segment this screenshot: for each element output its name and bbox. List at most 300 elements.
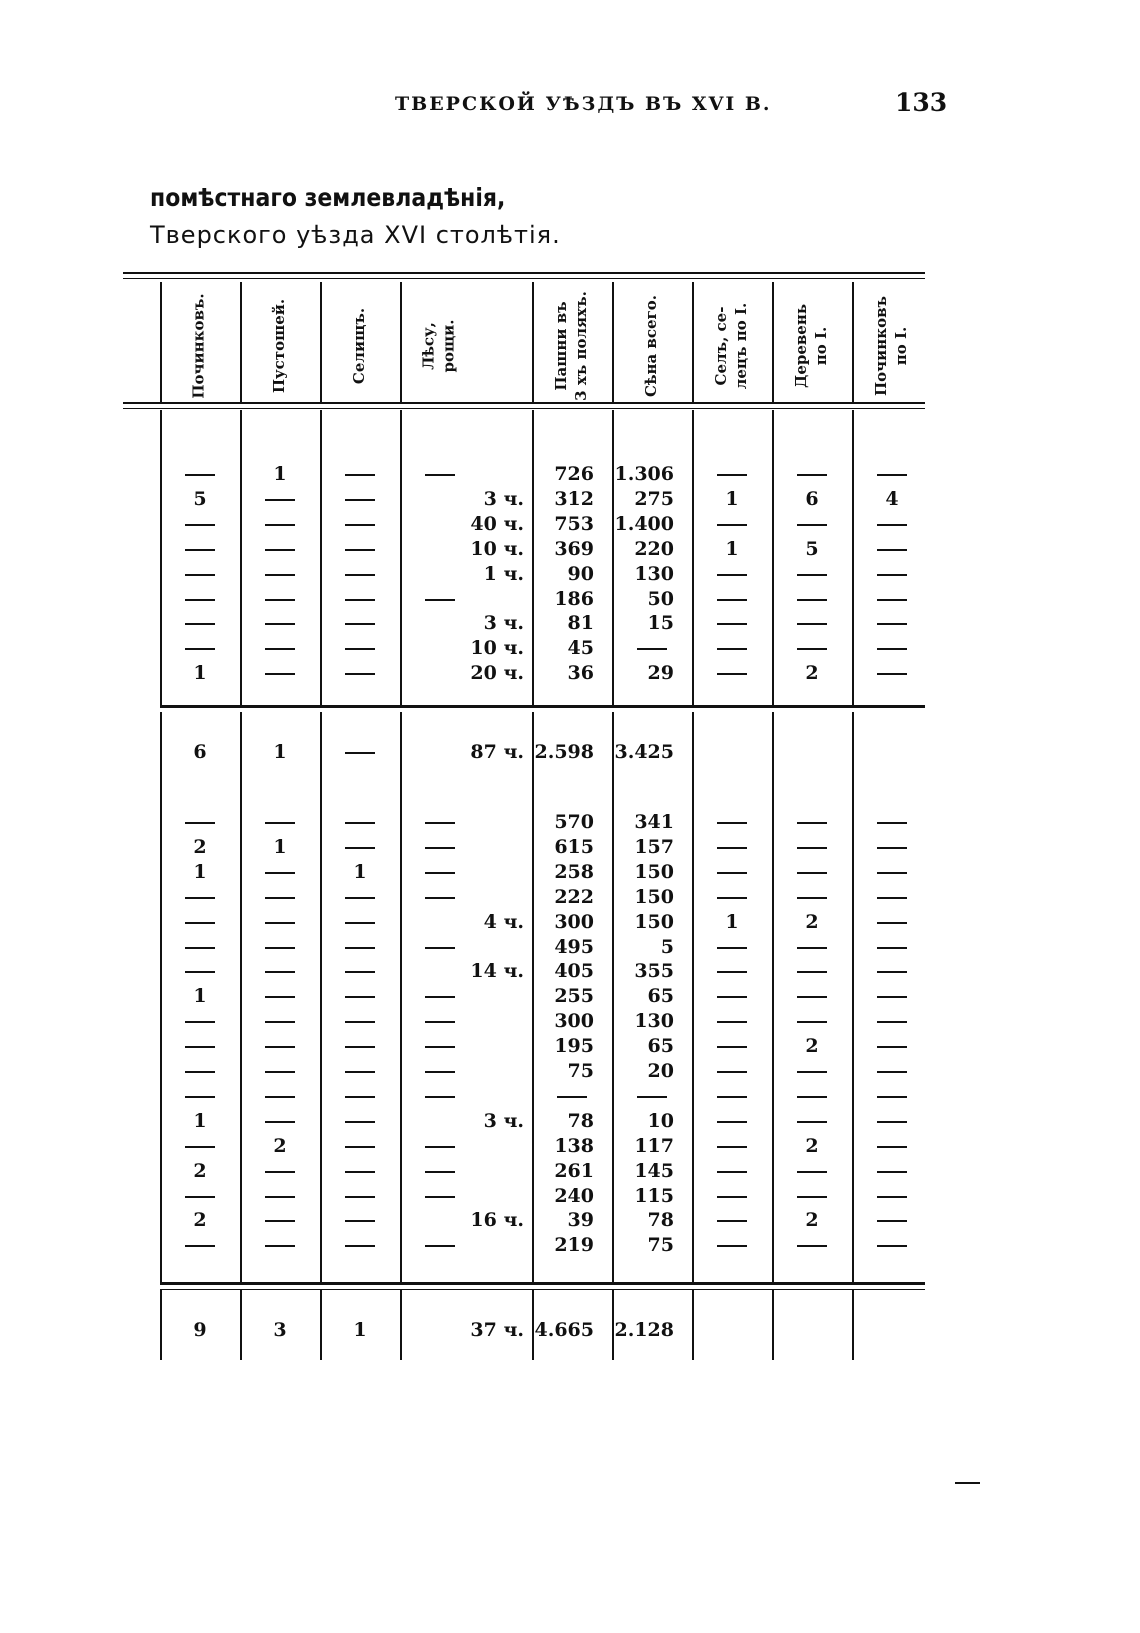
dash-mark — [797, 574, 827, 576]
dash-mark — [797, 1171, 827, 1173]
dash-mark — [185, 1196, 215, 1198]
column-divider — [400, 712, 402, 1283]
dash-mark — [797, 872, 827, 874]
dash-mark — [345, 474, 375, 476]
table-row-cell: 2 — [805, 662, 819, 685]
table-row-cell: 2 — [805, 1035, 819, 1058]
table-row-cell: 5 — [805, 537, 819, 560]
table-row-cell: 145 — [634, 1159, 674, 1182]
dash-mark — [717, 673, 747, 675]
dash-mark — [717, 1021, 747, 1023]
table-row-cell: 2 — [193, 835, 207, 858]
table-row-cell: 5 — [193, 487, 207, 510]
column-divider — [772, 1290, 774, 1360]
dash-mark — [425, 947, 455, 949]
page-number: 133 — [895, 88, 948, 117]
dash-mark — [345, 499, 375, 501]
dash-mark — [877, 897, 907, 899]
header-divider — [240, 282, 242, 402]
dash-mark — [877, 847, 907, 849]
dash-mark — [557, 1096, 587, 1098]
dash-mark — [877, 574, 907, 576]
dash-mark — [717, 1071, 747, 1073]
dash-mark — [345, 1146, 375, 1148]
table-row-cell: 3 ч. — [483, 612, 524, 635]
dash-mark — [425, 599, 455, 601]
dash-mark — [425, 996, 455, 998]
dash-mark — [265, 822, 295, 824]
table-row-cell: 45 — [567, 637, 594, 660]
dash-mark — [717, 1046, 747, 1048]
table-row-cell: 369 — [554, 537, 594, 560]
dash-mark — [265, 1021, 295, 1023]
column-header-label: Селъ, се- лецъ по I. — [712, 302, 750, 389]
dash-mark — [185, 1071, 215, 1073]
dash-mark — [877, 599, 907, 601]
dash-mark — [717, 1096, 747, 1098]
top-rule — [123, 272, 925, 274]
dash-mark — [877, 474, 907, 476]
table-row-cell: 16 ч. — [470, 1209, 524, 1232]
table-row-cell: 150 — [634, 860, 674, 883]
table-row-cell: 312 — [554, 487, 594, 510]
dash-mark — [425, 872, 455, 874]
column-divider — [852, 1290, 854, 1360]
table-row-cell: 300 — [554, 910, 594, 933]
dash-mark — [717, 847, 747, 849]
column-header — [160, 288, 238, 403]
table-row-cell: 130 — [634, 1010, 674, 1033]
dash-mark — [877, 822, 907, 824]
dash-mark — [797, 1021, 827, 1023]
dash-mark — [717, 1220, 747, 1222]
table-row-cell: 90 — [567, 562, 594, 585]
table-row-cell: 20 — [647, 1060, 674, 1082]
dash-mark — [797, 1196, 827, 1198]
column-header-label: Лѣсу, рощи. — [419, 318, 458, 373]
dash-mark — [877, 872, 907, 874]
dash-mark — [717, 648, 747, 650]
table-row-cell: 341 — [634, 811, 674, 833]
dash-mark — [425, 1245, 455, 1247]
table-row-cell: 261 — [554, 1159, 594, 1182]
dash-mark — [877, 1171, 907, 1173]
dash-mark — [717, 574, 747, 576]
table-row-cell: 1 — [273, 835, 287, 858]
table-row-cell: 222 — [554, 885, 594, 908]
table-row-cell: 150 — [634, 885, 674, 908]
dash-mark — [877, 996, 907, 998]
dash-mark — [797, 822, 827, 824]
table-row-cell: 2 — [273, 1134, 287, 1157]
dash-mark — [345, 1220, 375, 1222]
table-row-cell: 138 — [554, 1134, 594, 1157]
total-row-cell: 3 — [273, 1319, 287, 1341]
dash-mark — [717, 947, 747, 949]
dash-mark — [345, 1021, 375, 1023]
column-header-label: Селищъ. — [350, 307, 368, 384]
dash-mark — [717, 1245, 747, 1247]
total-row-cell: 6 — [193, 741, 207, 763]
dash-mark — [797, 1245, 827, 1247]
dash-mark — [877, 1096, 907, 1098]
dash-mark — [265, 971, 295, 973]
header-divider — [692, 282, 694, 402]
table-row-cell: 1.400 — [614, 512, 674, 535]
table-row-cell: 4 — [885, 487, 899, 510]
table-row-cell: 1 — [193, 1109, 207, 1132]
dash-mark — [265, 1171, 295, 1173]
dash-mark — [265, 872, 295, 874]
table-row-cell: 219 — [554, 1234, 594, 1257]
dash-mark — [265, 1121, 295, 1123]
table-row-cell: 186 — [554, 587, 594, 610]
dash-mark — [425, 474, 455, 476]
table-row-cell: 78 — [567, 1109, 594, 1132]
dash-mark — [637, 648, 667, 650]
column-header — [320, 288, 398, 403]
dash-mark — [425, 1146, 455, 1148]
table-row-cell: 570 — [554, 811, 594, 833]
dash-mark — [797, 1071, 827, 1073]
table-row-cell: 29 — [647, 662, 674, 685]
dash-mark — [877, 1196, 907, 1198]
table-row-cell: 36 — [567, 662, 594, 685]
column-header-label: Пустошей. — [270, 298, 288, 393]
table-row-cell: 495 — [554, 935, 594, 958]
column-header — [532, 288, 610, 403]
top-rule-thin — [123, 278, 925, 279]
header-divider — [612, 282, 614, 402]
dash-mark — [345, 1071, 375, 1073]
table-row-cell: 1 — [273, 463, 287, 485]
header-divider — [532, 282, 534, 402]
table-row-cell: 1.306 — [614, 463, 674, 485]
table-row-cell: 6 — [805, 487, 819, 510]
table-row-cell: 275 — [634, 487, 674, 510]
dash-mark — [877, 648, 907, 650]
dash-mark — [797, 524, 827, 526]
dash-mark — [877, 623, 907, 625]
dash-mark — [265, 1245, 295, 1247]
dash-mark — [345, 996, 375, 998]
running-head: ТВЕРСКОЙ УѢЗДЪ ВЪ XVI В. — [395, 93, 772, 115]
column-divider — [692, 1290, 694, 1360]
dash-mark — [877, 971, 907, 973]
table-row-cell: 1 — [725, 537, 739, 560]
column-divider — [852, 410, 854, 705]
dash-mark — [265, 648, 295, 650]
table-subtitle: Тверского уѣзда XVI столѣтія. — [150, 221, 561, 249]
dash-mark — [425, 1021, 455, 1023]
column-header — [692, 288, 770, 403]
dash-mark — [877, 1021, 907, 1023]
total-row-cell: 87 ч. — [470, 741, 524, 763]
dash-mark — [877, 673, 907, 675]
dash-mark — [345, 947, 375, 949]
dash-mark — [185, 648, 215, 650]
table-row-cell: 20 ч. — [470, 662, 524, 685]
table-row-cell: 10 ч. — [470, 637, 524, 660]
dash-mark — [185, 922, 215, 924]
dash-mark — [185, 947, 215, 949]
dash-mark — [637, 1096, 667, 1098]
dash-mark — [185, 822, 215, 824]
table-row-cell: 240 — [554, 1184, 594, 1207]
dash-mark — [877, 1220, 907, 1222]
column-divider — [320, 410, 322, 705]
table-row-cell: 355 — [634, 960, 674, 983]
dash-mark — [717, 1196, 747, 1198]
dash-mark — [717, 524, 747, 526]
total-row-cell: 2.598 — [534, 741, 594, 763]
dash-mark — [345, 599, 375, 601]
header-divider — [772, 282, 774, 402]
dash-mark — [345, 673, 375, 675]
table-row-cell: 258 — [554, 860, 594, 883]
dash-mark — [717, 822, 747, 824]
table-row-cell: 4 ч. — [483, 910, 524, 933]
table-row-cell: 50 — [647, 587, 674, 610]
dash-mark — [345, 1046, 375, 1048]
table-row-cell: 65 — [647, 1035, 674, 1058]
dash-mark — [425, 1196, 455, 1198]
dash-mark — [425, 1046, 455, 1048]
dash-mark — [185, 574, 215, 576]
dash-mark — [345, 1121, 375, 1123]
table-row-cell: 150 — [634, 910, 674, 933]
dash-mark — [265, 996, 295, 998]
dash-mark — [185, 549, 215, 551]
column-header — [852, 288, 930, 403]
dash-mark — [877, 549, 907, 551]
dash-mark — [345, 822, 375, 824]
dash-mark — [877, 1071, 907, 1073]
dash-mark — [877, 1245, 907, 1247]
dash-mark — [877, 1146, 907, 1148]
dash-mark — [345, 623, 375, 625]
dash-mark — [345, 648, 375, 650]
column-divider — [772, 712, 774, 1283]
section-rule — [160, 1282, 925, 1285]
dash-mark — [185, 1021, 215, 1023]
table-row-cell: 195 — [554, 1035, 594, 1058]
dash-mark — [877, 947, 907, 949]
dash-mark — [345, 1171, 375, 1173]
dash-mark — [877, 1121, 907, 1123]
dash-mark — [345, 847, 375, 849]
dash-mark — [185, 1146, 215, 1148]
dash-mark — [345, 971, 375, 973]
dash-mark — [345, 524, 375, 526]
dash-mark — [877, 922, 907, 924]
dash-mark — [797, 599, 827, 601]
table-row-cell: 40 ч. — [470, 512, 524, 535]
dash-mark — [345, 574, 375, 576]
dash-mark — [345, 897, 375, 899]
header-divider — [320, 282, 322, 402]
table-row-cell: 405 — [554, 960, 594, 983]
dash-mark — [345, 922, 375, 924]
column-header-label: Починковъ. — [190, 292, 208, 399]
dash-mark — [265, 673, 295, 675]
dash-mark — [345, 1096, 375, 1098]
dash-mark — [345, 1245, 375, 1247]
dash-mark — [265, 524, 295, 526]
table-row-cell: 65 — [647, 985, 674, 1008]
dash-mark — [265, 947, 295, 949]
dash-mark — [265, 599, 295, 601]
dash-mark — [717, 599, 747, 601]
total-row-cell: 4.665 — [534, 1319, 594, 1341]
dash-mark — [425, 1096, 455, 1098]
dash-mark — [717, 996, 747, 998]
dash-mark — [265, 623, 295, 625]
dash-mark — [425, 847, 455, 849]
table-row-cell: 39 — [567, 1209, 594, 1232]
dash-mark — [717, 1121, 747, 1123]
dash-mark — [185, 1245, 215, 1247]
dash-mark — [265, 922, 295, 924]
section-rule-thin — [160, 1289, 925, 1290]
column-header-label: Пашни въ 3 хъ поляхъ. — [552, 290, 590, 401]
total-row-cell: 2.128 — [614, 1319, 674, 1341]
column-divider — [240, 712, 242, 1283]
header-rule-thin — [123, 408, 925, 409]
total-row-cell: 1 — [353, 1319, 367, 1341]
table-row-cell: 1 — [193, 860, 207, 883]
dash-mark — [797, 996, 827, 998]
dash-mark — [797, 847, 827, 849]
dash-mark — [717, 897, 747, 899]
dash-mark — [877, 1046, 907, 1048]
total-row-cell: 1 — [273, 741, 287, 763]
table-row-cell: 2 — [193, 1159, 207, 1182]
total-row-cell: 37 ч. — [470, 1319, 524, 1341]
dash-mark — [265, 1046, 295, 1048]
dash-mark — [797, 947, 827, 949]
table-row-cell: 14 ч. — [470, 960, 524, 983]
column-header — [400, 288, 478, 403]
table-row-cell: 1 — [725, 487, 739, 510]
dash-mark — [797, 1096, 827, 1098]
column-header — [772, 288, 850, 403]
table-row-cell: 726 — [554, 463, 594, 485]
dash-mark — [345, 549, 375, 551]
dash-mark — [185, 1096, 215, 1098]
column-divider — [240, 410, 242, 705]
header-divider — [852, 282, 854, 402]
table-row-cell: 130 — [634, 562, 674, 585]
table-row-cell: 81 — [567, 612, 594, 635]
table-row-cell: 1 — [193, 985, 207, 1008]
table-row-cell: 300 — [554, 1010, 594, 1033]
dash-mark — [717, 623, 747, 625]
dash-mark — [797, 971, 827, 973]
column-header — [240, 288, 318, 403]
table-row-cell: 10 — [647, 1109, 674, 1132]
dash-mark — [265, 1071, 295, 1073]
table-row-cell: 1 — [725, 910, 739, 933]
dash-mark — [425, 1071, 455, 1073]
column-divider — [320, 712, 322, 1283]
column-divider — [692, 712, 694, 1283]
dash-mark — [185, 1046, 215, 1048]
table-row-cell: 3 ч. — [483, 1109, 524, 1132]
dash-mark — [265, 499, 295, 501]
dash-mark — [265, 1220, 295, 1222]
table-row-cell: 75 — [567, 1060, 594, 1082]
dash-mark — [345, 1196, 375, 1198]
table-row-cell: 1 — [193, 662, 207, 685]
table-row-cell: 10 ч. — [470, 537, 524, 560]
table-row-cell: 78 — [647, 1209, 674, 1232]
table-row-cell: 753 — [554, 512, 594, 535]
dash-mark — [717, 1171, 747, 1173]
total-row-cell: 9 — [193, 1319, 207, 1341]
dash-mark — [425, 822, 455, 824]
table-row-cell: 5 — [660, 935, 674, 958]
table-title: помѣстнаго землевладѣнія, — [150, 183, 506, 212]
dash-mark — [185, 524, 215, 526]
dash-mark — [265, 1096, 295, 1098]
dash-mark — [265, 574, 295, 576]
table-row-cell: 1 ч. — [483, 562, 524, 585]
dash-mark — [425, 1171, 455, 1173]
table-row-cell: 2 — [193, 1209, 207, 1232]
table-row-cell: 615 — [554, 835, 594, 858]
table-row-cell: 117 — [634, 1134, 674, 1157]
column-divider — [400, 1290, 402, 1360]
dash-mark — [717, 1146, 747, 1148]
dash-mark — [185, 599, 215, 601]
table-row-cell: 2 — [805, 1134, 819, 1157]
table-row-cell: 2 — [805, 1209, 819, 1232]
table-row-cell: 75 — [647, 1234, 674, 1257]
column-header-label: Починковъ по I. — [872, 295, 910, 396]
dash-mark — [185, 897, 215, 899]
column-divider — [852, 712, 854, 1283]
margin-mark — [955, 1482, 980, 1484]
dash-mark — [797, 648, 827, 650]
dash-mark — [265, 549, 295, 551]
column-divider — [400, 410, 402, 705]
header-divider — [160, 282, 162, 402]
dash-mark — [185, 474, 215, 476]
table-row-cell: 3 ч. — [483, 487, 524, 510]
section-rule — [160, 705, 925, 708]
dash-mark — [797, 474, 827, 476]
dash-mark — [185, 971, 215, 973]
dash-mark — [265, 1196, 295, 1198]
table-row-cell: 15 — [647, 612, 674, 635]
column-header-label: Деревень по I. — [792, 303, 831, 388]
column-header-label: Сѣна всего. — [642, 294, 660, 397]
dash-mark — [425, 897, 455, 899]
column-header — [612, 288, 690, 403]
table-row-cell: 1 — [353, 860, 367, 883]
table-row-cell: 2 — [805, 910, 819, 933]
table-row-cell: 115 — [634, 1184, 674, 1207]
table-row-cell: 157 — [634, 835, 674, 858]
dash-mark — [797, 1121, 827, 1123]
dash-mark — [877, 524, 907, 526]
dash-mark — [717, 971, 747, 973]
dash-mark — [345, 752, 375, 754]
table-row-cell: 220 — [634, 537, 674, 560]
table-row-cell: 255 — [554, 985, 594, 1008]
dash-mark — [717, 872, 747, 874]
